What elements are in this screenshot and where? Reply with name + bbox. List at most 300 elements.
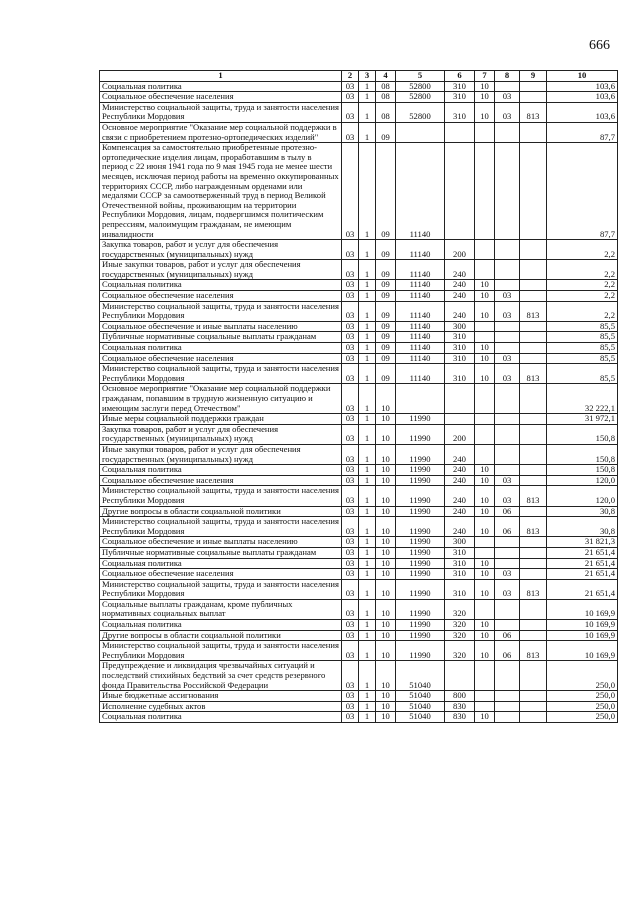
row-amount-cell: 32 222,1 [547, 384, 618, 414]
row-subsection-cell: 06 [495, 641, 520, 661]
row-col2-cell: 03 [342, 569, 359, 580]
table-row [100, 444, 618, 464]
row-section-cell [475, 240, 495, 260]
row-col3-cell: 1 [359, 537, 376, 548]
table-row [100, 102, 618, 122]
row-col4-cell: 10 [376, 599, 396, 619]
row-name-cell: Закупка товаров, работ и услуг для обеспечения государственных (муниципальных) нужд [100, 240, 342, 260]
row-name-cell: Социальное обеспечение и иные выплаты населению [100, 321, 342, 332]
row-target-cell: 11990 [396, 444, 445, 464]
table-row [100, 691, 618, 702]
row-name-cell: Социальное обеспечение и иные выплаты населению [100, 537, 342, 548]
table-row [100, 240, 618, 260]
row-subsection-cell [495, 332, 520, 343]
row-ministry-cell [520, 712, 547, 723]
row-col2-cell: 03 [342, 332, 359, 343]
column-header: 1 [100, 71, 342, 82]
row-name-cell: Иные бюджетные ассигнования [100, 691, 342, 702]
row-section-cell: 10 [475, 506, 495, 517]
row-name-cell: Министерство социальной защиты, труда и занятости населения Республики Мордовия [100, 102, 342, 122]
row-col4-cell: 09 [376, 260, 396, 280]
row-expense-type-cell [445, 143, 475, 240]
row-amount-cell: 2,2 [547, 240, 618, 260]
row-col3-cell: 1 [359, 620, 376, 631]
row-target-cell: 11990 [396, 465, 445, 476]
row-amount-cell: 21 651,4 [547, 547, 618, 558]
row-col4-cell: 10 [376, 579, 396, 599]
table-row [100, 414, 618, 425]
row-col3-cell: 1 [359, 260, 376, 280]
column-header: 9 [520, 71, 547, 82]
row-ministry-cell [520, 81, 547, 92]
row-col4-cell: 09 [376, 343, 396, 354]
row-name-cell: Социальная политика [100, 620, 342, 631]
row-name-cell: Иные закупки товаров, работ и услуг для обеспечения государственных (муниципальных) нужд [100, 444, 342, 464]
row-ministry-cell [520, 291, 547, 302]
row-col4-cell: 09 [376, 353, 396, 364]
row-col4-cell: 10 [376, 537, 396, 548]
row-col3-cell: 1 [359, 364, 376, 384]
row-target-cell: 11990 [396, 558, 445, 569]
table-row [100, 701, 618, 712]
row-col3-cell: 1 [359, 691, 376, 702]
row-col2-cell: 03 [342, 280, 359, 291]
row-expense-type-cell: 240 [445, 506, 475, 517]
row-ministry-cell [520, 414, 547, 425]
row-col4-cell: 10 [376, 569, 396, 580]
row-col4-cell: 10 [376, 506, 396, 517]
row-target-cell: 11140 [396, 280, 445, 291]
row-name-cell: Основное мероприятие "Оказание мер социальной поддержки гражданам, попавшим в трудную жизненную ситуацию и имеющим заслуги перед Отечеством" [100, 384, 342, 414]
row-amount-cell: 21 651,4 [547, 579, 618, 599]
row-col4-cell: 08 [376, 102, 396, 122]
row-col4-cell: 08 [376, 92, 396, 103]
row-subsection-cell [495, 537, 520, 548]
row-col2-cell: 03 [342, 630, 359, 641]
row-subsection-cell [495, 424, 520, 444]
row-expense-type-cell: 240 [445, 475, 475, 486]
row-col2-cell: 03 [342, 353, 359, 364]
row-amount-cell: 10 169,9 [547, 620, 618, 631]
row-target-cell: 11140 [396, 143, 445, 240]
row-col4-cell: 10 [376, 384, 396, 414]
row-expense-type-cell: 310 [445, 332, 475, 343]
row-col2-cell: 03 [342, 517, 359, 537]
row-target-cell: 51040 [396, 661, 445, 691]
row-col3-cell: 1 [359, 599, 376, 619]
row-section-cell [475, 384, 495, 414]
row-amount-cell: 250,0 [547, 661, 618, 691]
row-col3-cell: 1 [359, 102, 376, 122]
row-col2-cell: 03 [342, 343, 359, 354]
row-section-cell [475, 122, 495, 142]
row-amount-cell: 150,8 [547, 465, 618, 476]
row-expense-type-cell: 310 [445, 92, 475, 103]
row-target-cell: 11140 [396, 364, 445, 384]
row-section-cell: 10 [475, 102, 495, 122]
row-subsection-cell [495, 701, 520, 712]
row-subsection-cell: 03 [495, 569, 520, 580]
row-expense-type-cell: 310 [445, 579, 475, 599]
row-col4-cell: 09 [376, 280, 396, 291]
row-ministry-cell: 813 [520, 301, 547, 321]
row-expense-type-cell: 310 [445, 569, 475, 580]
table-row [100, 620, 618, 631]
row-subsection-cell: 03 [495, 486, 520, 506]
row-section-cell: 10 [475, 92, 495, 103]
row-amount-cell: 250,0 [547, 691, 618, 702]
table-row [100, 465, 618, 476]
row-section-cell: 10 [475, 81, 495, 92]
row-expense-type-cell: 310 [445, 343, 475, 354]
table-row [100, 641, 618, 661]
row-subsection-cell: 03 [495, 364, 520, 384]
table-row [100, 301, 618, 321]
table-row [100, 579, 618, 599]
row-col3-cell: 1 [359, 424, 376, 444]
row-amount-cell: 250,0 [547, 701, 618, 712]
row-expense-type-cell [445, 122, 475, 142]
row-col4-cell: 09 [376, 291, 396, 302]
row-col4-cell: 10 [376, 486, 396, 506]
row-col3-cell: 1 [359, 92, 376, 103]
row-subsection-cell [495, 280, 520, 291]
row-col3-cell: 1 [359, 353, 376, 364]
row-col2-cell: 03 [342, 620, 359, 631]
row-amount-cell: 85,5 [547, 332, 618, 343]
row-amount-cell: 2,2 [547, 291, 618, 302]
row-col4-cell: 09 [376, 364, 396, 384]
row-col3-cell: 1 [359, 641, 376, 661]
row-ministry-cell [520, 475, 547, 486]
row-subsection-cell [495, 321, 520, 332]
row-name-cell: Закупка товаров, работ и услуг для обеспечения государственных (муниципальных) нужд [100, 424, 342, 444]
row-ministry-cell: 813 [520, 102, 547, 122]
table-row [100, 260, 618, 280]
row-expense-type-cell [445, 384, 475, 414]
row-col3-cell: 1 [359, 712, 376, 723]
row-target-cell: 11990 [396, 599, 445, 619]
table-row [100, 143, 618, 240]
row-col4-cell: 09 [376, 301, 396, 321]
row-target-cell: 11990 [396, 486, 445, 506]
row-col3-cell: 1 [359, 332, 376, 343]
row-name-cell: Иные меры социальной поддержки граждан [100, 414, 342, 425]
row-col2-cell: 03 [342, 547, 359, 558]
row-subsection-cell [495, 260, 520, 280]
table-row [100, 343, 618, 354]
row-col2-cell: 03 [342, 579, 359, 599]
row-subsection-cell [495, 122, 520, 142]
row-amount-cell: 10 169,9 [547, 630, 618, 641]
row-amount-cell: 2,2 [547, 280, 618, 291]
row-ministry-cell [520, 143, 547, 240]
row-section-cell: 10 [475, 630, 495, 641]
row-name-cell: Министерство социальной защиты, труда и занятости населения Республики Мордовия [100, 641, 342, 661]
row-col2-cell: 03 [342, 81, 359, 92]
row-section-cell: 10 [475, 579, 495, 599]
row-expense-type-cell: 240 [445, 444, 475, 464]
row-col4-cell: 10 [376, 558, 396, 569]
row-subsection-cell [495, 661, 520, 691]
row-target-cell: 11140 [396, 301, 445, 321]
row-section-cell: 10 [475, 712, 495, 723]
row-ministry-cell [520, 569, 547, 580]
row-col4-cell: 09 [376, 240, 396, 260]
row-expense-type-cell: 240 [445, 517, 475, 537]
row-expense-type-cell: 320 [445, 599, 475, 619]
row-expense-type-cell: 310 [445, 353, 475, 364]
row-amount-cell: 2,2 [547, 260, 618, 280]
row-col2-cell: 03 [342, 486, 359, 506]
row-amount-cell: 21 651,4 [547, 558, 618, 569]
row-ministry-cell [520, 92, 547, 103]
row-subsection-cell: 06 [495, 630, 520, 641]
row-section-cell: 10 [475, 343, 495, 354]
row-subsection-cell [495, 691, 520, 702]
row-target-cell: 11990 [396, 506, 445, 517]
row-col4-cell: 10 [376, 547, 396, 558]
row-amount-cell: 87,7 [547, 143, 618, 240]
row-col2-cell: 03 [342, 558, 359, 569]
row-ministry-cell [520, 332, 547, 343]
row-col4-cell: 10 [376, 701, 396, 712]
row-section-cell: 10 [475, 475, 495, 486]
row-name-cell: Иные закупки товаров, работ и услуг для обеспечения государственных (муниципальных) нужд [100, 260, 342, 280]
table-row [100, 569, 618, 580]
row-col4-cell: 10 [376, 424, 396, 444]
table-row [100, 122, 618, 142]
row-name-cell: Социальное обеспечение населения [100, 92, 342, 103]
row-subsection-cell: 03 [495, 579, 520, 599]
row-name-cell: Социальная политика [100, 81, 342, 92]
row-col2-cell: 03 [342, 384, 359, 414]
row-col3-cell: 1 [359, 486, 376, 506]
row-col3-cell: 1 [359, 81, 376, 92]
row-col3-cell: 1 [359, 414, 376, 425]
row-col4-cell: 09 [376, 143, 396, 240]
row-col2-cell: 03 [342, 465, 359, 476]
row-section-cell: 10 [475, 280, 495, 291]
row-name-cell: Министерство социальной защиты, труда и занятости населения Республики Мордовия [100, 364, 342, 384]
table-row [100, 599, 618, 619]
row-amount-cell: 2,2 [547, 301, 618, 321]
table-row [100, 475, 618, 486]
row-subsection-cell: 03 [495, 291, 520, 302]
row-col3-cell: 1 [359, 465, 376, 476]
row-subsection-cell [495, 143, 520, 240]
row-amount-cell: 103,6 [547, 92, 618, 103]
row-col2-cell: 03 [342, 701, 359, 712]
row-section-cell: 10 [475, 291, 495, 302]
column-header: 6 [445, 71, 475, 82]
row-subsection-cell [495, 240, 520, 260]
table-row [100, 332, 618, 343]
row-ministry-cell [520, 599, 547, 619]
table-row [100, 353, 618, 364]
row-section-cell: 10 [475, 486, 495, 506]
column-header: 2 [342, 71, 359, 82]
row-amount-cell: 31 821,3 [547, 537, 618, 548]
row-col3-cell: 1 [359, 701, 376, 712]
row-col2-cell: 03 [342, 122, 359, 142]
row-target-cell: 11990 [396, 475, 445, 486]
row-col3-cell: 1 [359, 661, 376, 691]
row-ministry-cell: 813 [520, 579, 547, 599]
row-col4-cell: 10 [376, 620, 396, 631]
row-name-cell: Другие вопросы в области социальной политики [100, 506, 342, 517]
table-row [100, 291, 618, 302]
row-amount-cell: 87,7 [547, 122, 618, 142]
row-col3-cell: 1 [359, 301, 376, 321]
row-subsection-cell: 06 [495, 506, 520, 517]
row-ministry-cell: 813 [520, 364, 547, 384]
row-name-cell: Социальная политика [100, 343, 342, 354]
row-col3-cell: 1 [359, 506, 376, 517]
row-section-cell: 10 [475, 620, 495, 631]
row-col4-cell: 09 [376, 332, 396, 343]
row-col3-cell: 1 [359, 240, 376, 260]
row-col4-cell: 10 [376, 630, 396, 641]
row-target-cell: 11990 [396, 569, 445, 580]
row-col2-cell: 03 [342, 102, 359, 122]
row-target-cell: 11140 [396, 260, 445, 280]
table-row [100, 424, 618, 444]
row-name-cell: Социальные выплаты гражданам, кроме публичных нормативных социальных выплат [100, 599, 342, 619]
row-col3-cell: 1 [359, 343, 376, 354]
table-row [100, 661, 618, 691]
row-expense-type-cell: 300 [445, 537, 475, 548]
row-amount-cell: 150,8 [547, 424, 618, 444]
row-target-cell: 52800 [396, 81, 445, 92]
row-name-cell: Основное мероприятие "Оказание мер социальной поддержки в связи с приобретением протезно-ортопедических изделий" [100, 122, 342, 142]
table-row [100, 537, 618, 548]
row-ministry-cell: 813 [520, 486, 547, 506]
row-expense-type-cell: 240 [445, 291, 475, 302]
row-ministry-cell [520, 661, 547, 691]
row-col2-cell: 03 [342, 424, 359, 444]
column-header: 8 [495, 71, 520, 82]
row-name-cell: Публичные нормативные социальные выплаты гражданам [100, 332, 342, 343]
column-header: 5 [396, 71, 445, 82]
row-expense-type-cell: 240 [445, 465, 475, 476]
row-target-cell: 11990 [396, 424, 445, 444]
row-target-cell: 11140 [396, 321, 445, 332]
table-row [100, 364, 618, 384]
row-amount-cell: 10 169,9 [547, 599, 618, 619]
row-expense-type-cell: 830 [445, 701, 475, 712]
row-section-cell [475, 661, 495, 691]
page-number: 666 [589, 38, 610, 53]
row-expense-type-cell: 300 [445, 321, 475, 332]
row-col2-cell: 03 [342, 475, 359, 486]
row-name-cell: Социальная политика [100, 280, 342, 291]
row-ministry-cell [520, 465, 547, 476]
row-section-cell [475, 701, 495, 712]
column-header: 3 [359, 71, 376, 82]
row-target-cell: 11140 [396, 240, 445, 260]
row-subsection-cell [495, 414, 520, 425]
row-name-cell: Социальное обеспечение населения [100, 353, 342, 364]
row-section-cell: 10 [475, 465, 495, 476]
row-ministry-cell [520, 260, 547, 280]
row-target-cell: 51040 [396, 691, 445, 702]
row-amount-cell: 85,5 [547, 353, 618, 364]
row-name-cell: Социальная политика [100, 558, 342, 569]
row-expense-type-cell: 310 [445, 547, 475, 558]
row-col3-cell: 1 [359, 579, 376, 599]
row-subsection-cell [495, 620, 520, 631]
row-amount-cell: 250,0 [547, 712, 618, 723]
row-name-cell: Предупреждение и ликвидация чрезвычайных ситуаций и последствий стихийных бедствий за счет средств резервного фонда Правительства Российской Федерации [100, 661, 342, 691]
column-header: 4 [376, 71, 396, 82]
row-section-cell [475, 414, 495, 425]
row-col4-cell: 10 [376, 517, 396, 537]
row-col2-cell: 03 [342, 321, 359, 332]
row-col4-cell: 08 [376, 81, 396, 92]
row-expense-type-cell: 240 [445, 486, 475, 506]
row-subsection-cell [495, 558, 520, 569]
row-col2-cell: 03 [342, 506, 359, 517]
row-name-cell: Социальное обеспечение населения [100, 569, 342, 580]
row-target-cell: 11990 [396, 579, 445, 599]
row-col3-cell: 1 [359, 475, 376, 486]
row-ministry-cell [520, 280, 547, 291]
row-expense-type-cell [445, 414, 475, 425]
table-row [100, 81, 618, 92]
row-col4-cell: 10 [376, 641, 396, 661]
row-col2-cell: 03 [342, 444, 359, 464]
row-section-cell [475, 332, 495, 343]
row-col2-cell: 03 [342, 143, 359, 240]
row-section-cell: 10 [475, 569, 495, 580]
table-row [100, 280, 618, 291]
row-col3-cell: 1 [359, 444, 376, 464]
table-row [100, 384, 618, 414]
row-section-cell: 10 [475, 301, 495, 321]
row-col2-cell: 03 [342, 414, 359, 425]
row-ministry-cell [520, 558, 547, 569]
row-section-cell [475, 691, 495, 702]
row-ministry-cell [520, 630, 547, 641]
row-target-cell: 11990 [396, 547, 445, 558]
row-target-cell [396, 384, 445, 414]
row-col4-cell: 10 [376, 475, 396, 486]
row-amount-cell: 120,0 [547, 486, 618, 506]
row-name-cell: Министерство социальной защиты, труда и занятости населения Республики Мордовия [100, 579, 342, 599]
row-amount-cell: 120,0 [547, 475, 618, 486]
row-expense-type-cell: 320 [445, 620, 475, 631]
budget-table [99, 70, 618, 723]
row-name-cell: Министерство социальной защиты, труда и занятости населения Республики Мордовия [100, 486, 342, 506]
row-target-cell: 11140 [396, 332, 445, 343]
row-expense-type-cell: 800 [445, 691, 475, 702]
row-name-cell: Другие вопросы в области социальной политики [100, 630, 342, 641]
row-ministry-cell [520, 547, 547, 558]
row-target-cell: 11990 [396, 537, 445, 548]
row-col3-cell: 1 [359, 547, 376, 558]
row-section-cell: 10 [475, 517, 495, 537]
row-section-cell [475, 444, 495, 464]
table-row [100, 517, 618, 537]
row-col3-cell: 1 [359, 630, 376, 641]
row-amount-cell: 85,5 [547, 321, 618, 332]
row-ministry-cell [520, 321, 547, 332]
table-row [100, 630, 618, 641]
row-expense-type-cell: 200 [445, 424, 475, 444]
table-row [100, 486, 618, 506]
row-col2-cell: 03 [342, 240, 359, 260]
